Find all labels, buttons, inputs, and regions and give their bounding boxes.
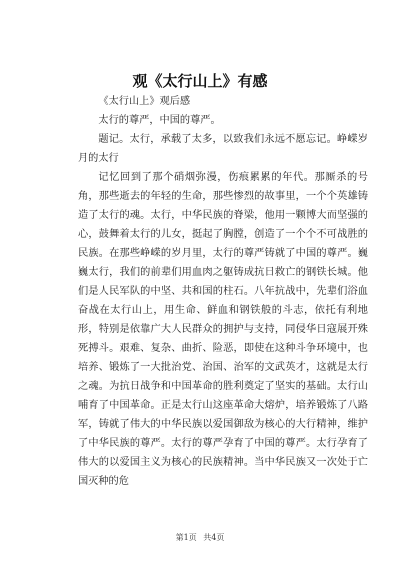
paragraph: 记忆回到了那个硝烟弥漫，伤痕累累的年代。那厮杀的号角，那些逝去的年轻的生命，那些惨烈的故事里，一个个英雄铸造了太行的魂。太行，中华民族的脊梁，他用一颗博大而坚强的心，鼓舞着太行的儿女，挺起了胸膛，创造了一个个不可战胜的民族。在那些峥嵘的岁月里，太行的尊严铸就了中国的尊严。巍巍太行，我们的前辈们用血肉之躯铸成抗日救亡的钢铁长城。他们是人民军队的中坚、共和国的柱石。八年抗战中，先辈们浴血奋战在太行山上，用生命、鲜血和钢铁般的斗志，依托有利地形，特别是依靠广大人民群众的拥护与支持，同侵华日寇展开殊死搏斗。艰难、复杂、曲折、险恶，即使在这种斗争环境中，也培养、锻炼了一大批治党、治国、治军的文武英才，这就是太行之魂。为抗日战争和中国革命的胜利奠定了坚实的基础。太行山哺育了中国革命。正是太行山这座革命大熔炉，培养锻炼了八路军，铸就了伟大的中华民族以爱国御敌为核心的大行精神，维护了中华民族的尊严。太行的尊严孕育了中国的尊严。太行孕育了伟大的以爱国主义为核心的民族精神。当中华民族又一次处于亡国灭种的危 xyxy=(78,172,368,487)
document-title: 观《太行山上》有感 xyxy=(132,72,268,90)
paragraph: 《太行山上》观后感 xyxy=(98,96,191,107)
paragraph: 太行的尊严，中国的尊严。 xyxy=(98,115,221,126)
page-number: 第1页 xyxy=(175,533,197,542)
page-total: 共4页 xyxy=(203,533,225,542)
document-body xyxy=(78,92,368,491)
page-footer xyxy=(0,532,400,543)
paragraph: 题记。太行，承载了太多，以致我们永远不愿忘记。峥嵘岁月的太行 xyxy=(78,134,368,164)
